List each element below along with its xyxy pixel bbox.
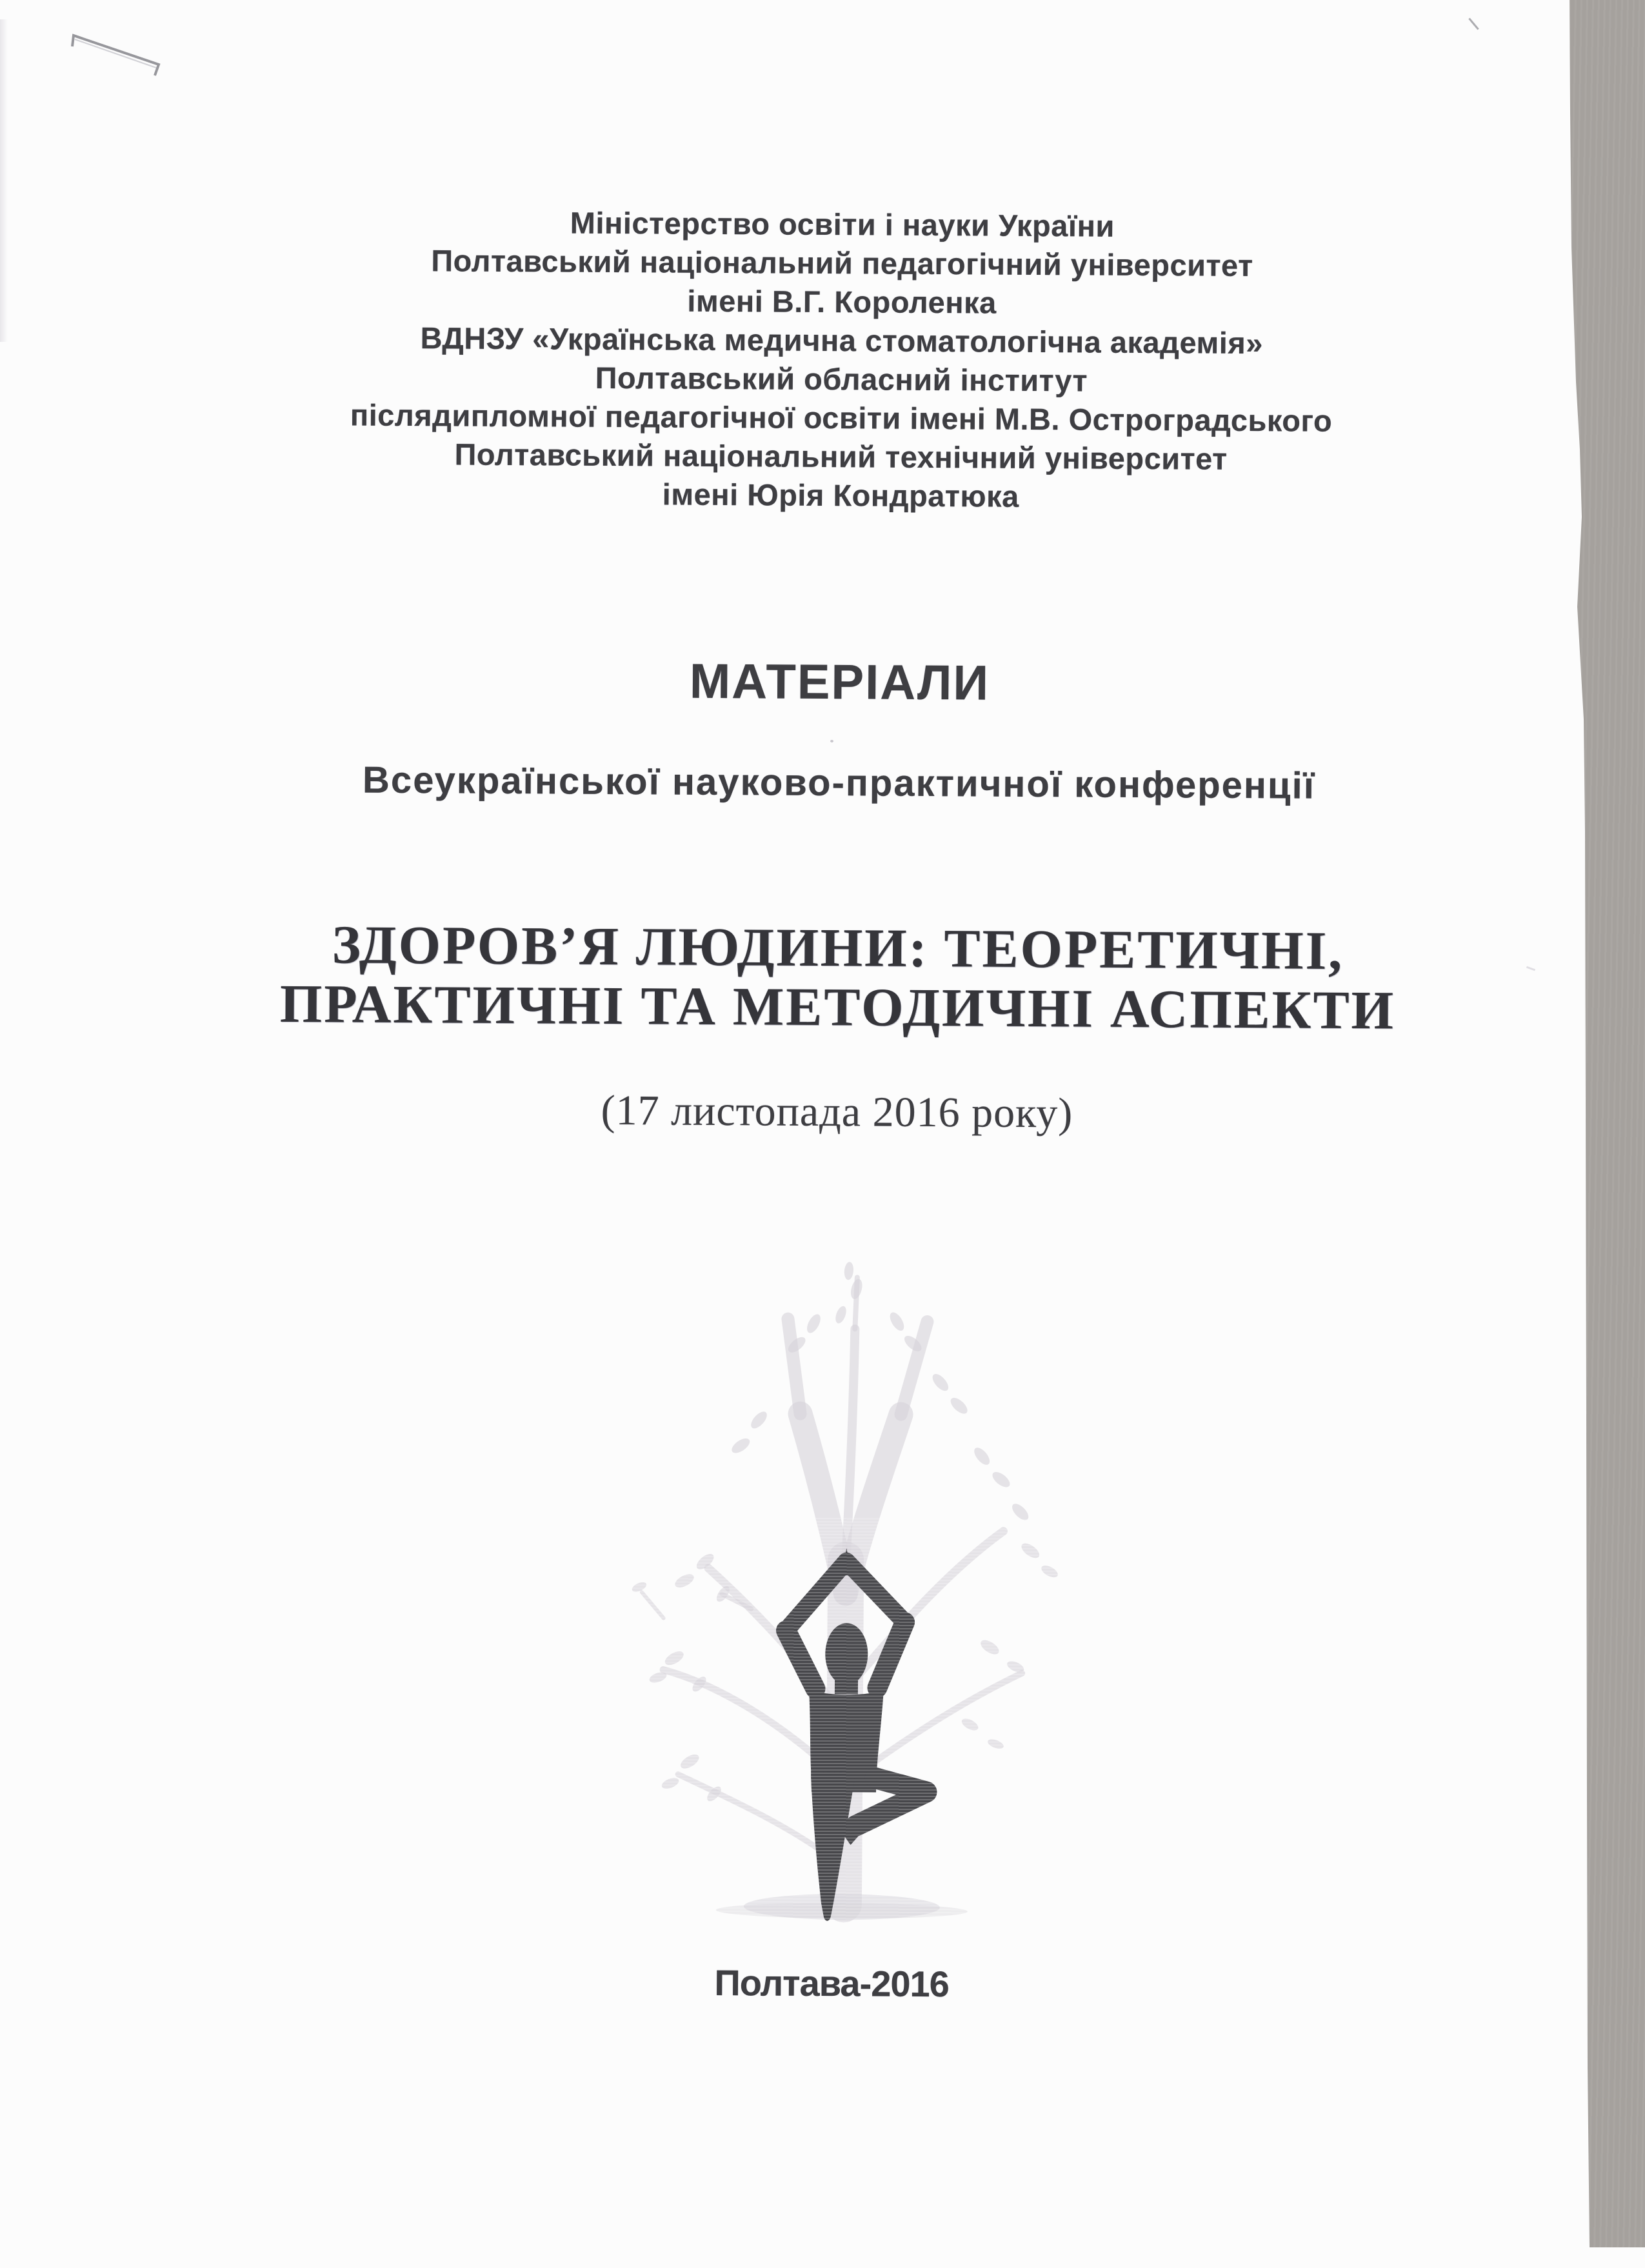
title-line-1: ЗДОРОВ’Я ЛЮДИНИ: ТЕОРЕТИЧНІ, bbox=[332, 915, 1344, 981]
conference-title bbox=[37, 914, 1638, 1042]
materials-heading: МАТЕРІАЛИ bbox=[689, 653, 990, 711]
imprint-city-year: Полтава-2016 bbox=[714, 1962, 949, 2005]
right-upper-arm bbox=[877, 1622, 905, 1688]
org-line-regional-institute: Полтавський обласний інститут bbox=[595, 360, 1088, 398]
org-line-postgraduate: післядипломної педагогічної освіти імені М.В. Остроградського bbox=[350, 397, 1333, 438]
yoga-tree-pose-illustration bbox=[600, 1257, 1107, 1944]
organizations-header bbox=[41, 201, 1642, 520]
org-line-medical-academy: ВДНЗУ «Українська медична стоматологічна академія» bbox=[420, 321, 1264, 361]
dust-speck bbox=[830, 740, 833, 742]
pen-scratch-mark bbox=[45, 16, 187, 94]
org-line-korolenko: імені В.Г. Короленка bbox=[687, 283, 997, 320]
left-edge-scan-shade bbox=[0, 19, 8, 342]
title-line-2: ПРАКТИЧНІ ТА МЕТОДИЧНІ АСПЕКТИ bbox=[279, 973, 1396, 1041]
tree-roots-ground bbox=[716, 1893, 968, 1920]
org-line-pedagogical-university: Полтавський національний педагогічний університет bbox=[431, 243, 1253, 283]
org-line-technical-university: Полтавський національний технічний університет bbox=[454, 437, 1228, 476]
left-upper-arm bbox=[786, 1631, 816, 1689]
org-line-kondratyuk: імені Юрія Кондратюка bbox=[662, 477, 1019, 513]
conference-subtitle: Всеукраїнської науково-практичної конференції bbox=[362, 759, 1316, 807]
conference-date: (17 листопада 2016 року) bbox=[601, 1086, 1073, 1137]
org-line-ministry: Міністерство освіти і науки України bbox=[570, 205, 1115, 243]
neck bbox=[835, 1675, 858, 1694]
